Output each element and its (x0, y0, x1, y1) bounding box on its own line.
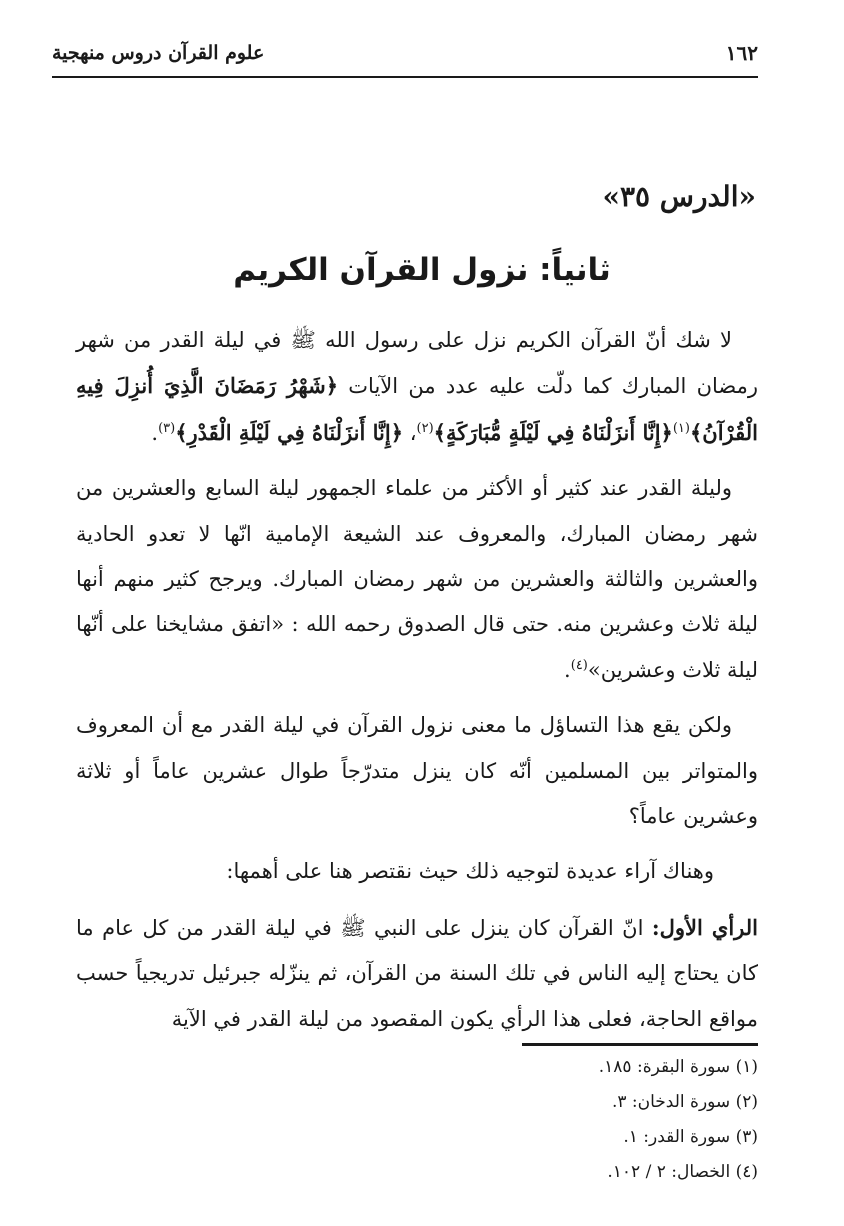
paragraph-2 (76, 466, 758, 693)
paragraph-4: وهناك آراء عديدة لتوجيه ذلك حيث نقتصر هنا على أهمها: (226, 859, 714, 884)
running-header (52, 36, 758, 70)
footnote-item: (١) سورة البقرة: ١٨٥. (598, 1057, 758, 1077)
quran-verse-1: ﴿شَهْرُ رَمَضَانَ الَّذِيَ أُنزِلَ فِيهِ الْقُرْآنُ﴾ (76, 373, 758, 445)
paragraph-5 (76, 905, 758, 1042)
section-heading: ثانياً: نزول القرآن الكريم (233, 252, 611, 288)
paragraph-2-text: وليلة القدر عند كثير أو الأكثر من علماء الجمهور ليلة السابع والعشرين من شهر رمضان المبارك، والمعروف عند الشيعة الإمامية انّها لا تعدو الحادية والعشرين والثالثة والعشرين من شهر رمضان المبارك. ويرجح كثير منهم أنها ليلة ثلاث وعشرين منه. حتى قال الصدوق رحمه الله : «اتفق مشايخنا على أنّها ليلة ثلاث وعشرين» (76, 476, 758, 682)
header-rule (52, 76, 758, 78)
footnote-ref-1: (١) (672, 420, 690, 436)
footnote-item: (٤) الخصال: ٢ / ١٠٢. (607, 1162, 758, 1182)
verse-separator: ، (403, 420, 417, 445)
footnote-item: (٢) سورة الدخان: ٣. (611, 1092, 758, 1112)
footnote-ref-3: (٣) (158, 420, 176, 436)
footnote-ref-4: (٤) (570, 657, 588, 673)
footnote-rule (522, 1043, 758, 1046)
footnote-item: (٣) سورة القدر: ١. (623, 1127, 758, 1147)
quran-verse-3: ﴿إِنَّا أَنزَلْنَاهُ فِي لَيْلَةِ الْقَدْرِ﴾ (175, 419, 404, 445)
quran-verse-2: ﴿إِنَّا أَنزَلْنَاهُ فِي لَيْلَةٍ مُّبَارَكَةٍ﴾ (433, 419, 673, 445)
paragraph-5-text: انّ القرآن كان ينزل على النبي ﷺ في ليلة القدر من كل عام ما كان يحتاج إليه الناس في تلك السنة من القرآن، ثم ينزّله جبرئيل تدريجياً حسب مواقع الحاجة، فعلى هذا الرأي يكون المقصود من ليلة القدر في الآية (76, 915, 758, 1031)
paragraph-3: ولكن يقع هذا التساؤل ما معنى نزول القرآن في ليلة القدر مع أن المعروف والمتواتر بين المسلمين أنّه كان ينزل متدرّجاً طوال عشرين عاماً أو ثلاثة وعشرين عاماً؟ (76, 713, 758, 829)
footnotes (300, 1050, 758, 1190)
opinion-label: الرأي الأول: (651, 914, 758, 940)
page-number: ١٦٢ (725, 41, 758, 65)
footnote-ref-2: (٢) (416, 420, 434, 436)
paragraph-1-text: لا شك أنّ القرآن الكريم نزل على رسول الله ﷺ في ليلة القدر من شهر رمضان المبارك كما دلّت عليه عدد من الآيات (76, 328, 759, 399)
book-title: علوم القرآن دروس منهجية (52, 42, 265, 64)
lesson-label: «الدرس ٣٥» (602, 180, 756, 213)
paragraph-1-end: . (151, 420, 159, 445)
paragraph-1 (76, 318, 758, 456)
body-text (76, 318, 758, 1052)
paragraph-2-end: . (564, 657, 571, 682)
